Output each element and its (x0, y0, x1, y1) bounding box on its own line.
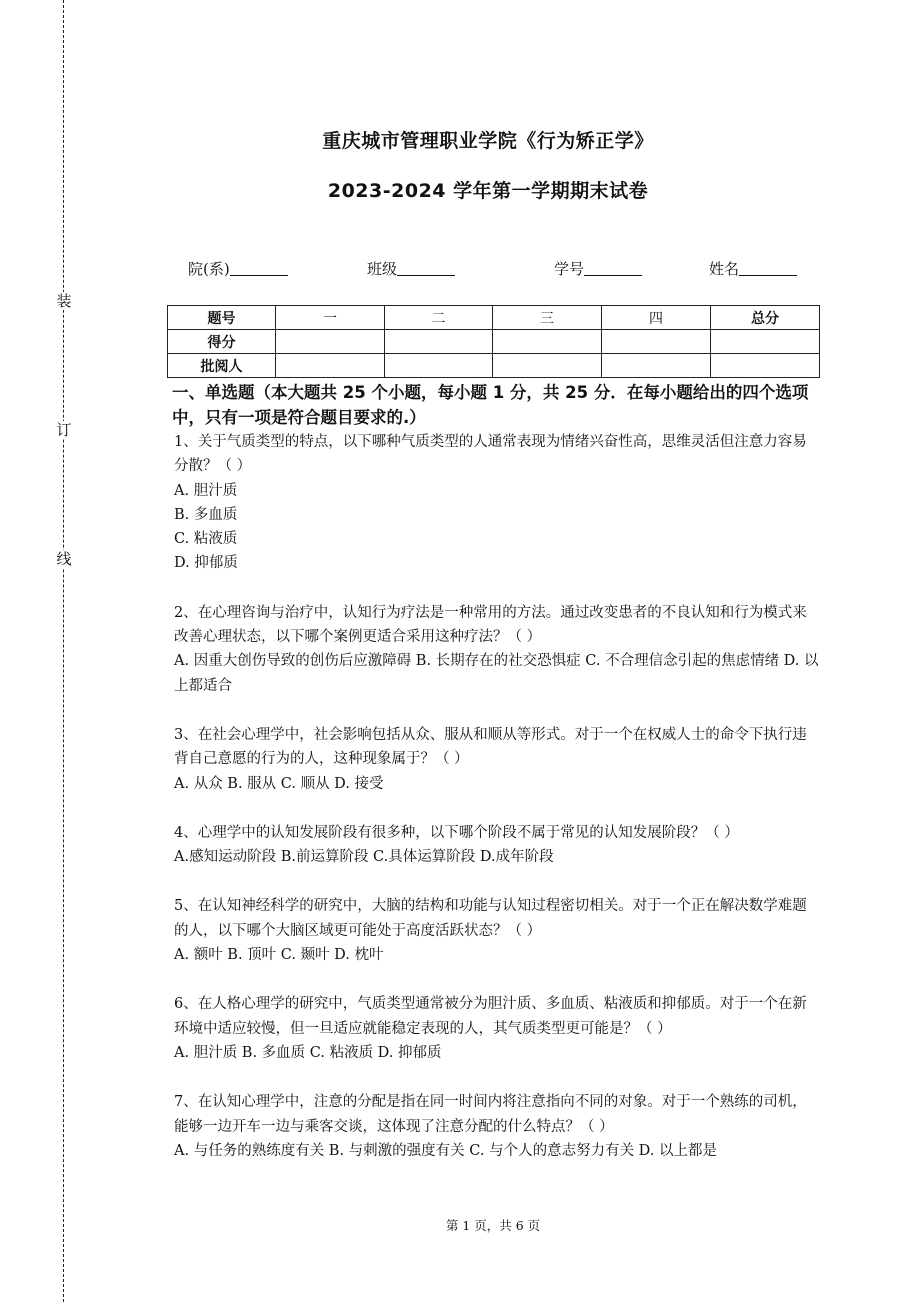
score-cell[interactable] (276, 354, 385, 378)
section-title: 一、单选题（本大题共 25 个小题，每小题 1 分，共 25 分．在每小题给出的四个选项中，只有一项是符合题目要求的.） (172, 383, 809, 427)
student-id-field[interactable] (554, 258, 642, 279)
score-table-grader-row (168, 354, 820, 378)
class-field[interactable] (367, 258, 455, 279)
answer-option: A. 因重大创伤导致的创伤后应激障碍 B. 长期存在的社交恐惧症 C. 不合理信念引起的焦虑情绪 D. 以上都适合 (174, 653, 819, 694)
name-field[interactable] (709, 258, 797, 279)
answer-option: C. 粘液质 (174, 531, 238, 548)
score-cell: 二 (385, 306, 493, 330)
binding-char-zhuang: 装 (56, 292, 72, 310)
score-table-score-row (168, 330, 820, 354)
score-cell: 四 (602, 306, 711, 330)
score-cell: 一 (276, 306, 385, 330)
student-id-blank[interactable] (584, 259, 642, 276)
question-text: 3、在社会心理学中，社会影响包括从众、服从和顺从等形式。对于一个在权威人士的命令下执行违背自己意愿的行为的人，这种现象属于？（ ） (174, 726, 807, 768)
score-cell[interactable] (493, 330, 602, 354)
question-block (174, 430, 820, 576)
question-text: 5、在认知神经科学的研究中，大脑的结构和功能与认知过程密切相关。对于一个正在解决数学难题的人，以下哪个大脑区域更可能处于高度活跃状态？（ ） (174, 898, 807, 939)
answer-option: A. 从众 B. 服从 C. 顺从 D. 接受 (174, 775, 384, 792)
exam-content (174, 380, 820, 1163)
score-cell[interactable] (493, 354, 602, 378)
question-block (174, 894, 820, 967)
question-block (174, 601, 820, 698)
name-blank[interactable] (739, 259, 797, 276)
question-text: 1、关于气质类型的特点，以下哪种气质类型的人通常表现为情绪兴奋性高，思维灵活但注意力容易分散？（ ） (174, 434, 807, 475)
score-cell[interactable] (711, 354, 820, 378)
score-cell[interactable] (602, 330, 711, 354)
score-cell: 三 (493, 306, 602, 330)
score-cell[interactable] (711, 330, 820, 354)
question-block (174, 992, 820, 1065)
answer-option: A. 额叶 B. 顶叶 C. 颞叶 D. 枕叶 (174, 947, 384, 964)
answer-option: A. 胆汁质 (174, 482, 238, 499)
question-text: 6、在人格心理学的研究中，气质类型通常被分为胆汁质、多血质、粘液质和抑郁质。对于一个在新环境中适应较慢，但一旦适应就能稳定表现的人，其气质类型更可能是？（ ） (174, 996, 807, 1037)
score-cell[interactable] (385, 330, 493, 354)
exam-subtitle: 2023-2024 学年第一学期期末试卷 (327, 180, 649, 202)
score-cell: 得分 (168, 330, 276, 354)
score-cell: 批阅人 (168, 354, 276, 378)
name-label: 姓名 (709, 260, 740, 278)
binding-char-ding: 订 (56, 421, 72, 439)
score-table (167, 305, 820, 378)
question-text: 2、在心理咨询与治疗中，认知行为疗法是一种常用的方法。通过改变患者的不良认知和行为模式来改善心理状态，以下哪个案例更适合采用这种疗法？（ ） (174, 604, 807, 646)
exam-title: 重庆城市管理职业学院《行为矫正学》 (322, 130, 654, 152)
class-label: 班级 (367, 260, 398, 278)
score-cell: 题号 (168, 306, 276, 330)
question-text: 4、心理学中的认知发展阶段有很多种，以下哪个阶段不属于常见的认知发展阶段？（ ） (174, 824, 739, 841)
score-cell[interactable] (385, 354, 493, 378)
question-block (174, 821, 820, 870)
answer-option: D. 抑郁质 (174, 555, 238, 572)
answer-option: A.感知运动阶段 B.前运算阶段 C.具体运算阶段 D.成年阶段 (174, 849, 554, 866)
question-text: 7、在认知心理学中，注意的分配是指在同一时间内将注意指向不同的对象。对于一个熟练的司机，能够一边开车一边与乘客交谈，这体现了注意分配的什么特点？（ ） (174, 1094, 807, 1135)
score-table-header-row (168, 306, 820, 330)
answer-option: A. 与任务的熟练度有关 B. 与刺激的强度有关 C. 与个人的意志努力有关 D. 以上都是 (174, 1142, 718, 1159)
class-blank[interactable] (397, 259, 455, 276)
question-block (174, 723, 820, 796)
binding-char-xian: 线 (56, 550, 72, 568)
student-id-label: 学号 (554, 260, 585, 278)
student-info-row (0, 258, 920, 282)
dept-field[interactable] (188, 258, 288, 279)
page-footer: 第 1 页，共 6 页 (445, 1218, 541, 1233)
question-list (174, 430, 820, 1163)
score-cell[interactable] (276, 330, 385, 354)
question-block (174, 1090, 820, 1163)
score-cell: 总分 (711, 306, 820, 330)
score-cell[interactable] (602, 354, 711, 378)
answer-option: B. 多血质 (174, 506, 238, 523)
answer-option: A. 胆汁质 B. 多血质 C. 粘液质 D. 抑郁质 (174, 1044, 442, 1061)
dept-blank[interactable] (230, 259, 288, 276)
dept-label: 院(系) (188, 260, 230, 278)
